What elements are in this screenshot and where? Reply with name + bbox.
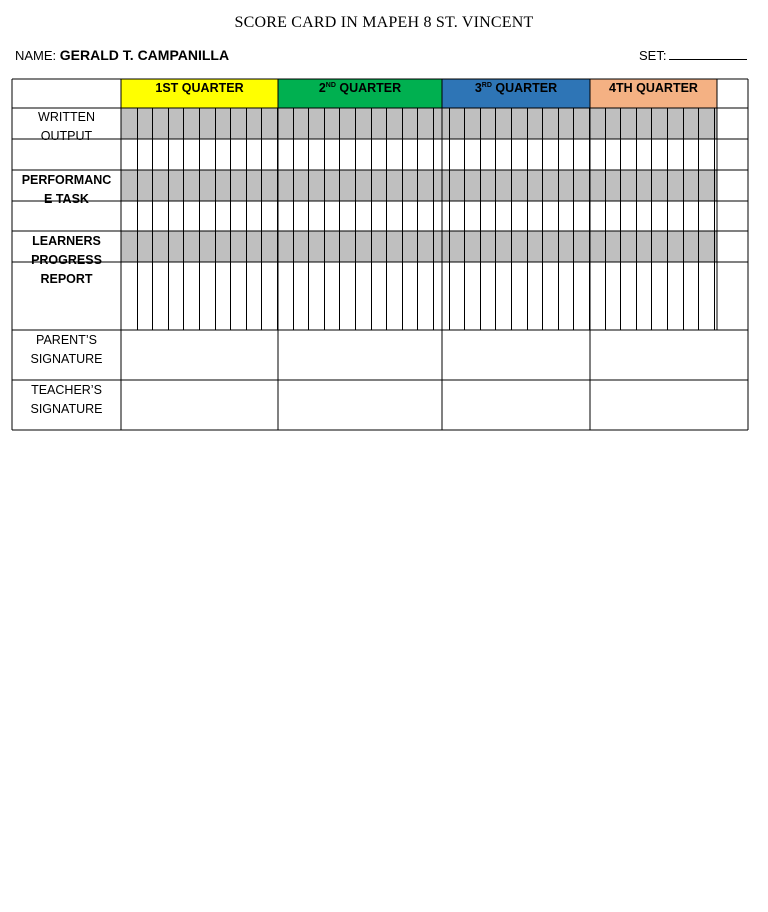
row-label-2-line-2: E TASK — [44, 192, 89, 206]
shaded-score-row-1 — [121, 108, 717, 139]
shaded-score-row-2 — [121, 170, 717, 201]
row-label-3-line-3: REPORT — [40, 272, 93, 286]
quarter-header-label-1: 1ST QUARTER — [155, 81, 244, 95]
name-label: NAME: — [15, 48, 57, 63]
row-label-3-line-2: PROGRESS — [31, 253, 102, 267]
shaded-score-row-3 — [121, 231, 717, 262]
row-label-5-line-2: SIGNATURE — [30, 402, 103, 416]
row-label-5-line-1: TEACHER’S — [31, 383, 102, 397]
set-label: SET: — [639, 48, 667, 63]
row-label-4-line-1: PARENT’S — [36, 333, 97, 347]
page-title: SCORE CARD IN MAPEH 8 ST. VINCENT — [234, 14, 534, 31]
quarter-header-label-4: 4TH QUARTER — [609, 81, 698, 95]
row-label-3-line-1: LEARNERS — [32, 234, 101, 248]
row-label-1-line-1: WRITTEN — [38, 110, 95, 124]
row-label-4-line-2: SIGNATURE — [30, 352, 103, 366]
quarter-header-label-2: 2ND QUARTER — [318, 81, 402, 95]
row-label-1-line-2: OUTPUT — [40, 129, 93, 143]
row-label-2-line-1: PERFORMANC — [21, 173, 112, 187]
quarter-header-label-3: 3RD QUARTER — [474, 81, 558, 95]
name-value: GERALD T. CAMPANILLA — [59, 47, 230, 63]
